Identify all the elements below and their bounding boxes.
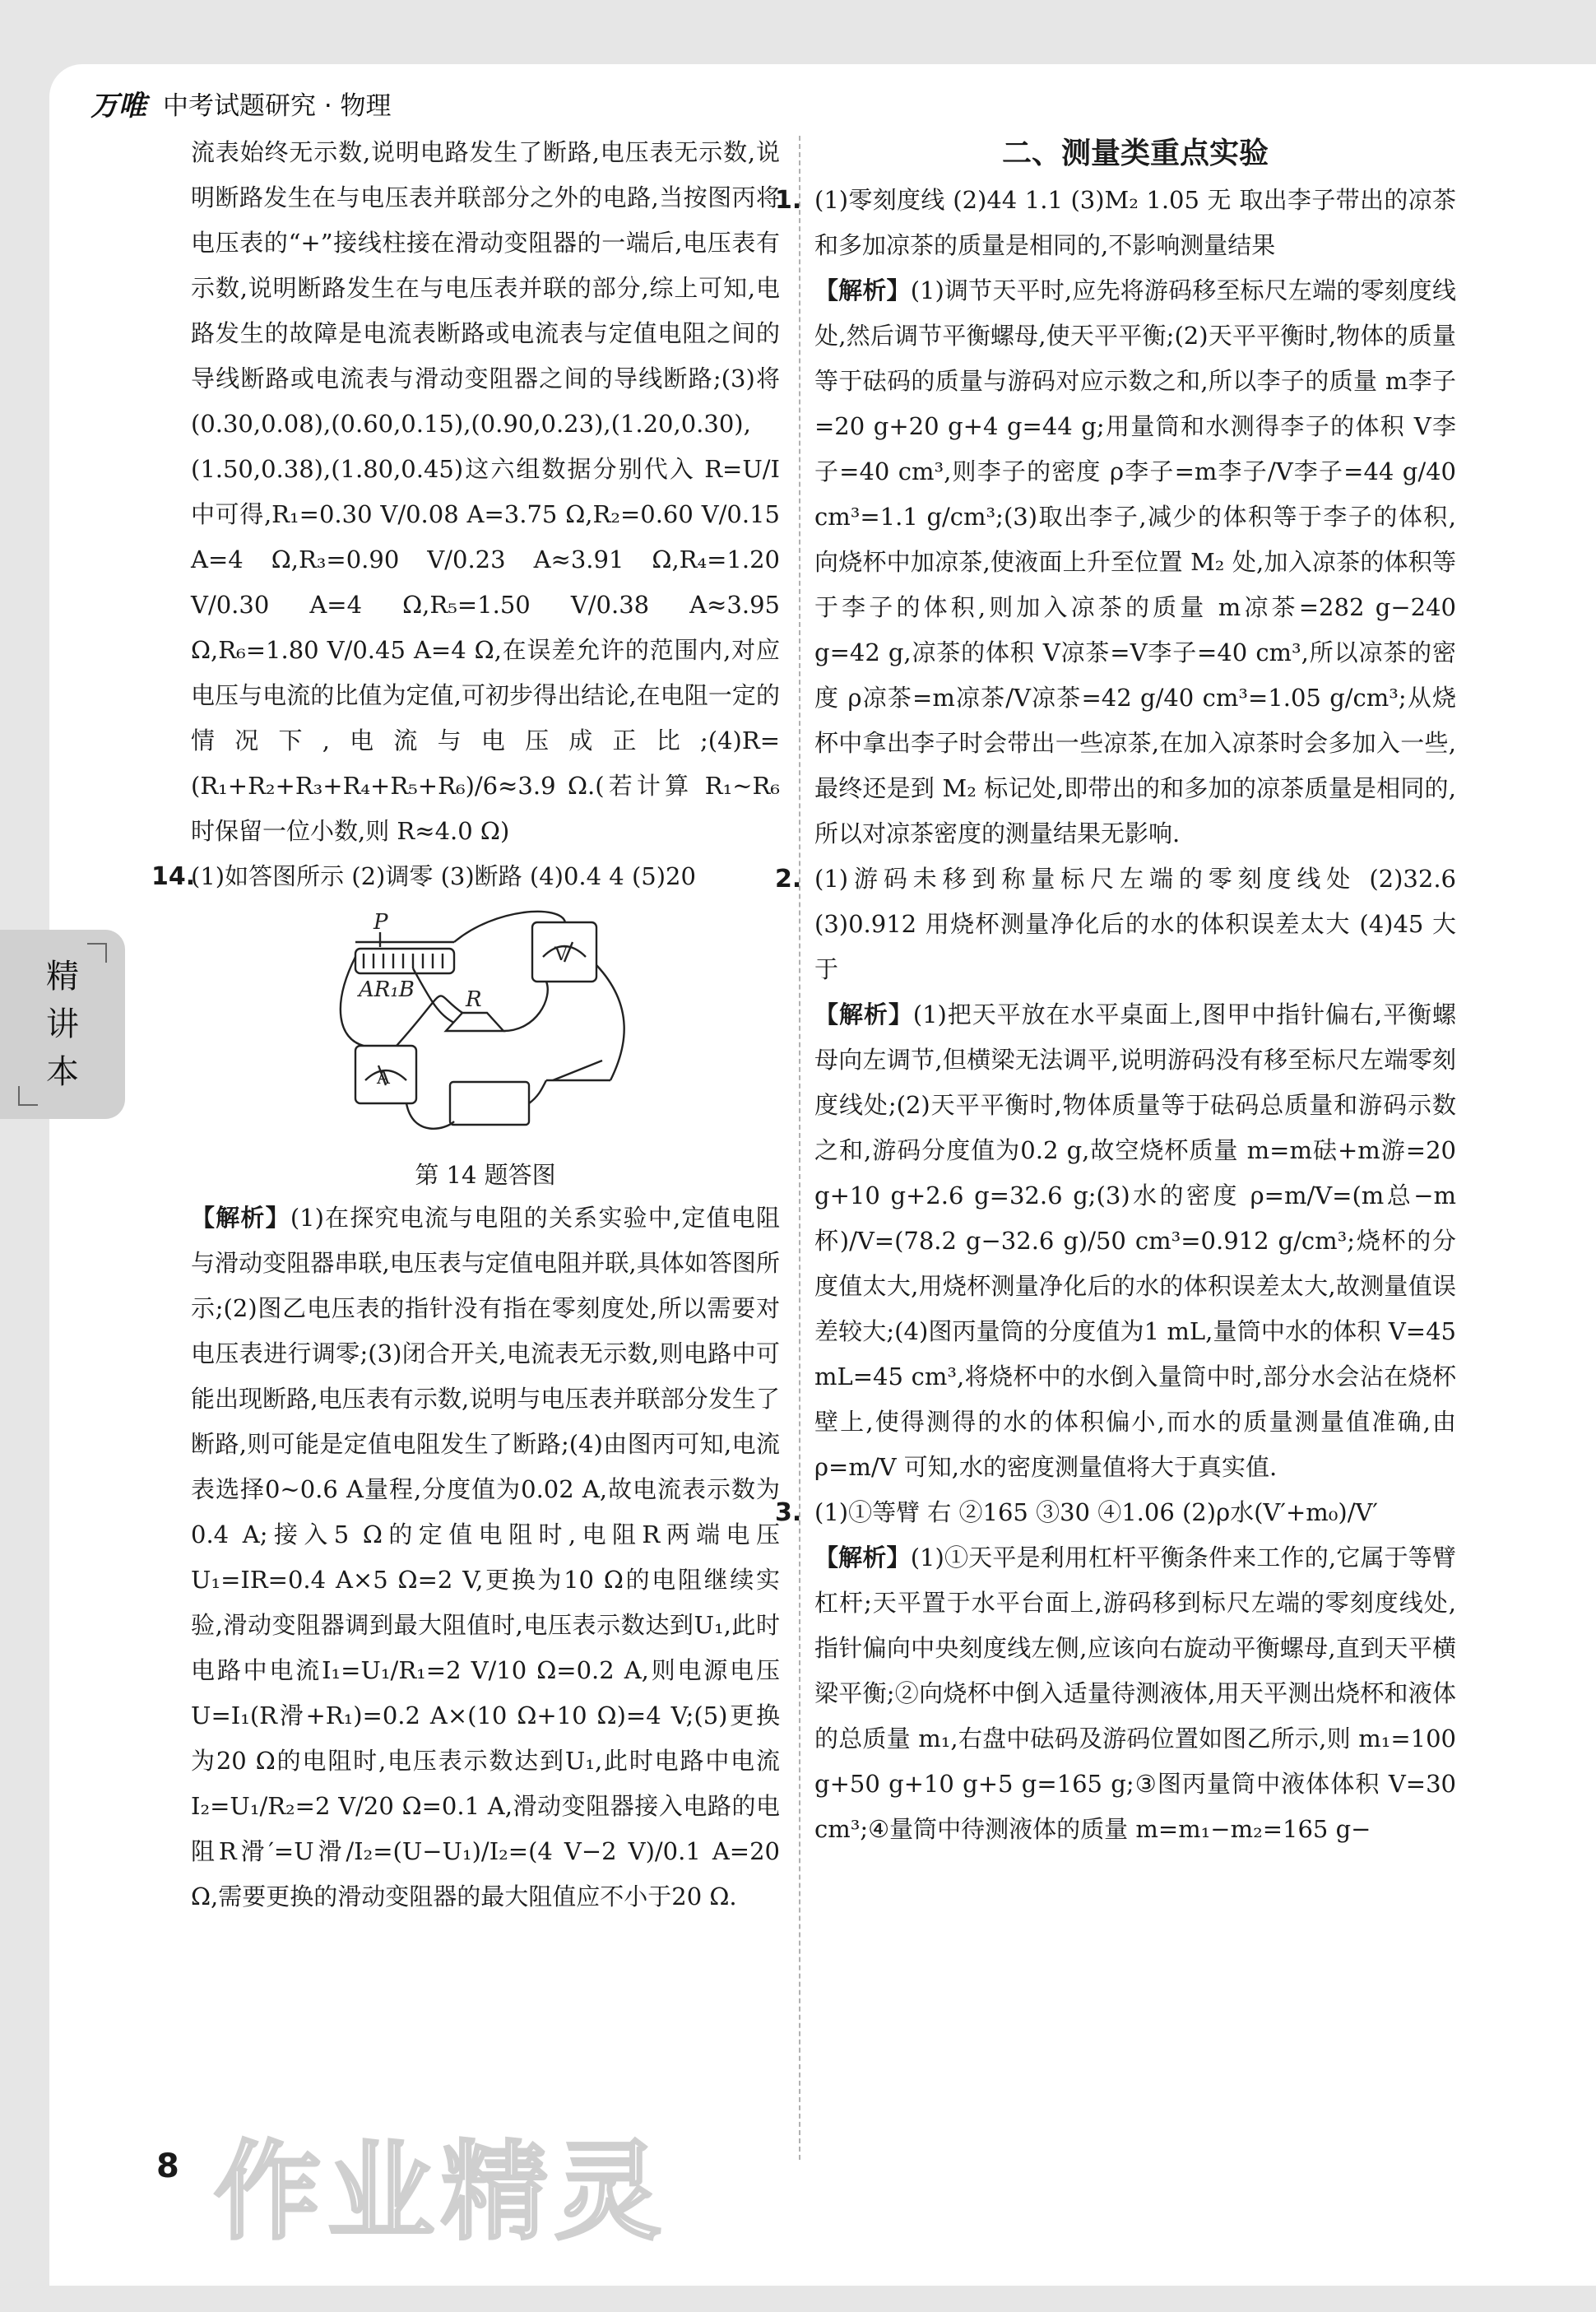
q3-answer-text: (1)①等臂 右 ②165 ③30 ④1.06 (2)ρ水(V′+m₀)/V′	[814, 1498, 1378, 1526]
left-column	[151, 130, 780, 1920]
q1-analysis-text: (1)调节天平时,应先将游码移至标尺左端的零刻度线处,然后调节平衡螺母,使天平平衡;(2)天平平衡时,物体的质量等于砝码的质量与游码对应示数之和,所以李子的质量 m李子=20 g+20 g+4 g=44 g;用量筒和水测得李子的体积 V李子=40 cm³,则李子的密度 ρ李子=m李子/V李子=44 g/40 cm³=1.1 g/cm³;(3)取出李子,减少的体积等于李子的体积,向烧杯中加凉茶,使液面上升至位置 M₂ 处,加入凉茶的体积等于李子的体积,则加入凉茶的质量 m凉茶=282 g−240 g=42 g,凉茶的体积 V凉茶=V李子=40 cm³,所以凉茶的密度 ρ凉茶=m凉茶/V凉茶=42 g/40 cm³=1.05 g/cm³;从烧杯中拿出李子时会带出一些凉茶,在加入凉茶时会多加入一些,最终还是到 M₂ 标记处,即带出的和多加的凉茶质量是相同的,所以对凉茶密度的测量结果无影响.	[814, 276, 1456, 847]
analysis-label: 【解析】	[814, 276, 911, 304]
label-r: R	[466, 987, 482, 1012]
right-column	[775, 130, 1456, 1852]
q14-analysis-text: (1)在探究电流与电阻的关系实验中,定值电阻与滑动变阻器串联,电压表与定值电阻并联,具体如答图所示;(2)图乙电压表的指针没有指在零刻度处,所以需要对电压表进行调零;(3)闭合开关,电流表无示数,则电路中可能出现断路,电压表有示数,说明与电压表并联部分发生了断路,则可能是定值电阻发生了断路;(4)由图丙可知,电流表选择0~0.6 A量程,分度值为0.02 A,故电流表示数为0.4 A;接入5 Ω的定值电阻时,电阻R两端电压U₁=IR=0.4 A×5 Ω=2 V,更换为10 Ω的电阻继续实验,滑动变阻器调到最大阻值时,电压表示数达到U₁,此时电路中电流I₁=U₁/R₁=2 V/10 Ω=0.2 A,则电源电压U=I₁(R滑+R₁)=0.2 A×(10 Ω+10 Ω)=4 V;(5)更换为20 Ω的电阻时,电压表示数达到U₁,此时电路中电流I₂=U₁/R₂=2 V/20 Ω=0.1 A,滑动变阻器接入电路的电阻R滑′=U滑/I₂=(U−U₁)/I₂=(4 V−2 V)/0.1 A=20 Ω,需要更换的滑动变阻器的最大阻值应不小于20 Ω.	[191, 1204, 780, 1910]
q3-number: 3.	[775, 1498, 802, 1527]
column-divider	[799, 136, 800, 2160]
side-tab	[0, 930, 125, 1119]
wire-5	[596, 965, 624, 1080]
wire-7	[529, 1080, 546, 1103]
wire-3	[413, 968, 454, 1023]
switch-blade	[553, 1061, 602, 1080]
q14-answer	[151, 854, 780, 899]
section-title: 二、测量类重点实验	[1001, 137, 1269, 170]
q1-answer	[775, 178, 1456, 268]
page-header	[90, 82, 392, 123]
q1-analysis	[814, 268, 1456, 857]
q14-number: 14.	[151, 862, 196, 891]
label-p: P	[373, 910, 388, 935]
q2-analysis-text: (1)把天平放在水平桌面上,图甲中指针偏右,平衡螺母向左调节,但横梁无法调平,说明游码没有移至标尺左端零刻度线处;(2)天平平衡时,物体质量等于砝码总质量和游码示数之和,游码分度值为0.2 g,故空烧杯质量 m=m砝+m游=20 g+10 g+2.6 g=32.6 g;(3)水的密度 ρ=m/V=(m总−m杯)/V=(78.2 g−32.6 g)/50 cm³=0.912 g/cm³;烧杯的分度值太大,用烧杯测量净化后的水的体积误差太大,故测量值误差较大;(4)图丙量筒的分度值为1 mL,量筒中水的体积 V=45 mL=45 cm³,将烧杯中的水倒入量筒中时,部分水会沾在烧杯壁上,使得测得的水的体积偏小,而水的质量测量值准确,由 ρ=m/V 可知,水的密度测量值将大于真实值.	[814, 1000, 1456, 1481]
side-tab-char-1: 精	[46, 958, 79, 996]
circuit-diagram	[331, 908, 640, 1154]
svg-text:V: V	[554, 945, 568, 965]
brand-logo: 万唯	[90, 89, 146, 123]
q14-answer-text: (1)如答图所示 (2)调零 (3)断路 (4)0.4 4 (5)20	[191, 862, 696, 890]
label-ar1b: AR₁B	[359, 977, 415, 1002]
analysis-label: 【解析】	[191, 1204, 290, 1232]
battery-box	[450, 1082, 529, 1125]
side-tab-char-2: 讲	[46, 1005, 79, 1043]
analysis-label: 【解析】	[814, 1000, 913, 1028]
q2-answer-text: (1)游码未移到称量标尺左端的零刻度线处 (2)32.6 (3)0.912 用烧杯测量净化后的水的体积误差太大 (4)45 大于	[814, 865, 1456, 983]
page-number: 8	[156, 2147, 179, 2185]
watermark: 作业精灵	[214, 2129, 669, 2254]
q1-number: 1.	[775, 186, 802, 215]
book-title: 中考试题研究 · 物理	[163, 91, 392, 121]
analysis-label: 【解析】	[814, 1544, 911, 1572]
q1-answer-text: (1)零刻度线 (2)44 1.1 (3)M₂ 1.05 无 取出李子带出的凉茶和多加凉茶的质量是相同的,不影响测量结果	[814, 186, 1456, 259]
q14-figure-caption: 第 14 题答图	[415, 1161, 556, 1189]
wire-6	[406, 1103, 454, 1129]
q14-analysis	[191, 1195, 780, 1920]
tab-bracket-bottom	[18, 1086, 38, 1106]
q2-number: 2.	[775, 865, 802, 894]
q2-analysis	[814, 992, 1456, 1490]
rheostat-body	[355, 949, 454, 973]
q3-answer	[775, 1490, 1456, 1535]
q3-analysis	[814, 1535, 1456, 1852]
q14-figure	[191, 908, 780, 1154]
q2-answer	[775, 857, 1456, 992]
side-tab-char-3: 本	[46, 1053, 79, 1091]
q3-analysis-text: (1)①天平是利用杠杆平衡条件来工作的,它属于等臂杠杆;天平置于水平台面上,游码移到标尺左端的零刻度线处,指针偏向中央刻度线左侧,应该向右旋动平衡螺母,直到天平横梁平衡;②向烧杯中倒入适量待测液体,用天平测出烧杯和液体的总质量 m₁,右盘中砝码及游码位置如图乙所示,则 m₁=100 g+50 g+10 g+5 g=165 g;③图丙量筒中液体体积 V=30 cm³;④量筒中待测液体的质量 m=m₁−m₂=165 g−	[814, 1544, 1456, 1843]
q13-continuation: 流表始终无示数,说明电路发生了断路,电压表无示数,说明断路发生在与电压表并联部分之外的电路,当按图丙将电压表的“+”接线柱接在滑动变阻器的一端后,电压表有示数,说明断路发生在与电压表并联的部分,综上可知,电路发生的故障是电流表断路或电流表与定值电阻之间的导线断路或电流表与滑动变阻器之间的导线断路;(3)将(0.30,0.08),(0.60,0.15),(0.90,0.23),(1.20,0.30),(1.50,0.38),(1.80,0.45)这六组数据分别代入 R=U/I 中可得,R₁=0.30 V/0.08 A=3.75 Ω,R₂=0.60 V/0.15 A=4 Ω,R₃=0.90 V/0.23 A≈3.91 Ω,R₄=1.20 V/0.30 A=4 Ω,R₅=1.50 V/0.38 A≈3.95 Ω,R₆=1.80 V/0.45 A=4 Ω,在误差允许的范围内,对应电压与电流的比值为定值,可初步得出结论,在电阻一定的情况下,电流与电压成正比;(4)R=(R₁+R₂+R₃+R₄+R₅+R₆)/6≈3.9 Ω.(若计算 R₁~R₆ 时保留一位小数,则 R≈4.0 Ω)	[191, 138, 780, 845]
tab-bracket-top	[87, 943, 107, 963]
svg-text:A: A	[377, 1068, 390, 1089]
wire-4	[503, 982, 548, 1031]
wire-1	[454, 912, 565, 942]
resistor-body	[446, 1013, 503, 1031]
